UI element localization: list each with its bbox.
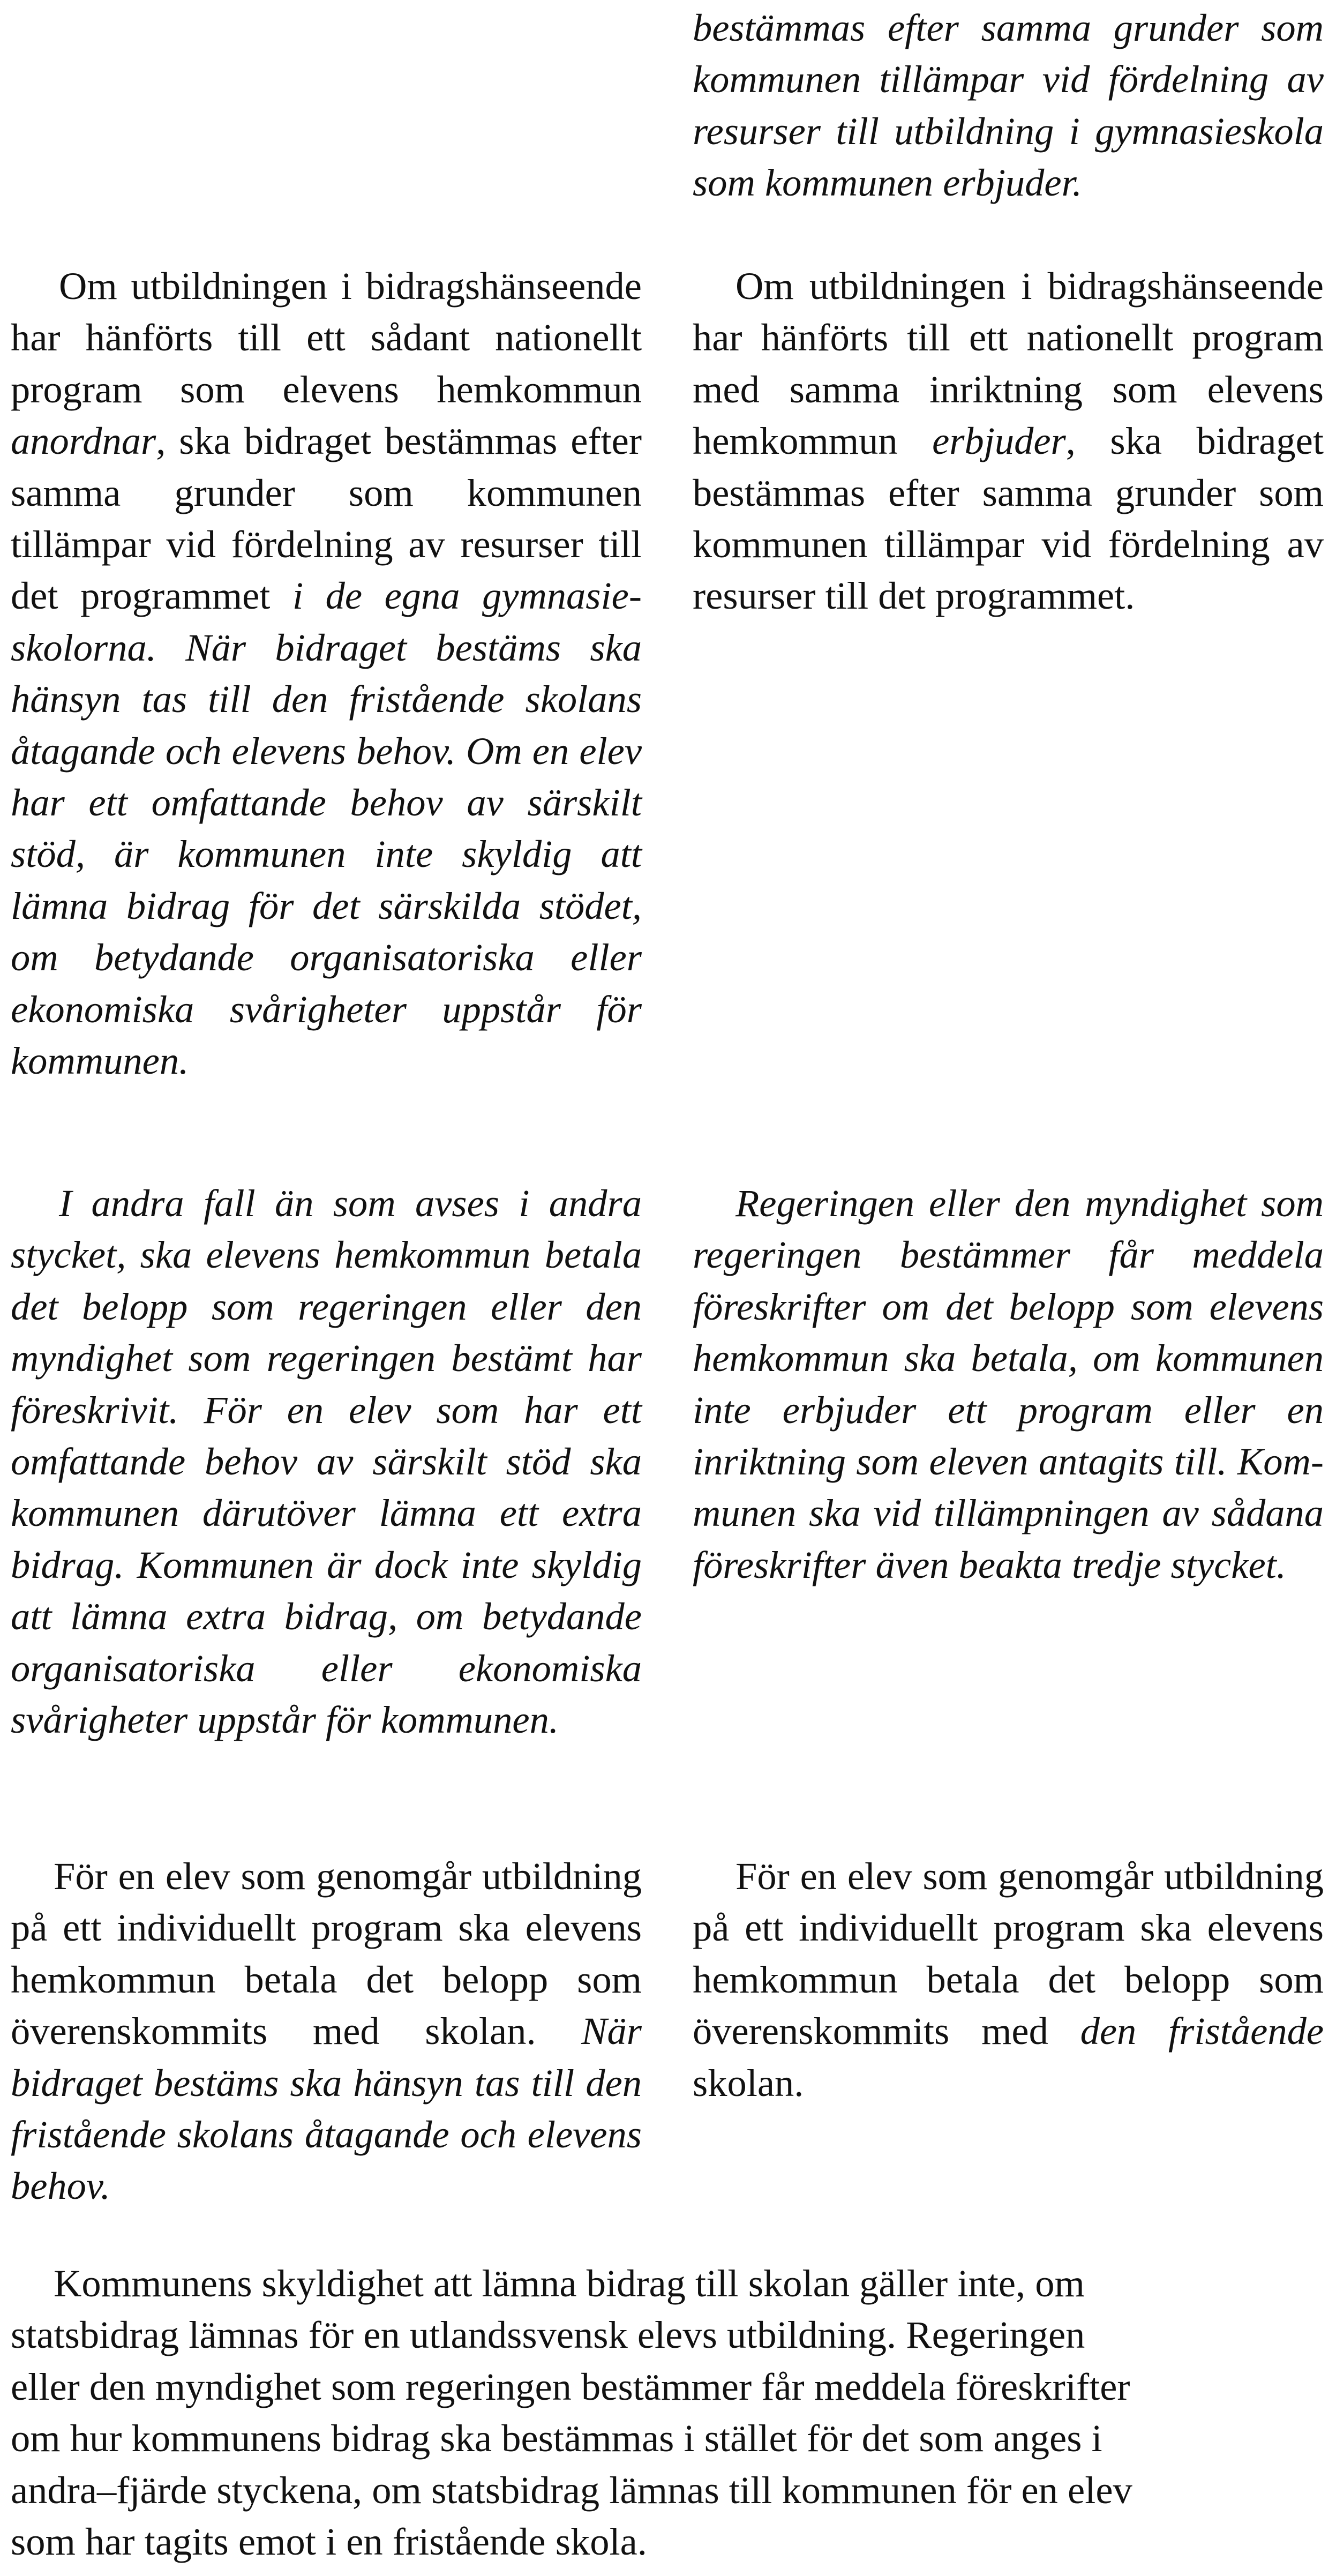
left-paragraph-2: I andra fall än som avses i andra stycket, ska elevens hemkommun betala det belopp som regeringen eller den myndighet som regeringen bestämt har föreskrivit. För en elev som har ett omfattande behov av särskilt stöd ska kommunen därutöver lämna ett extra bidrag. Kommunen är dock inte skyldig att lämna extra bidrag, om betydande organisatoriska eller ekonomiska svårigheter uppstår för kommunen. bbox=[11, 1181, 642, 1742]
left-p1-text-a: Om utbildningen i bidragshänseende har hänförts till ett sådant nationellt program som elevens hemkommun bbox=[11, 264, 642, 411]
left-p3-text-b: När bidraget bestäms ska hänsyn tas till den fristående skolans åtagande och elevens behov. bbox=[11, 2009, 642, 2208]
right-p3-text-b: den fristående bbox=[1080, 2009, 1324, 2053]
right-p1-text-b: erbjuder bbox=[932, 419, 1066, 463]
right-paragraph-1 bbox=[693, 260, 1324, 622]
left-p1-text-c: , ska bidraget bestämmas efter samma grunder som kommunen tillämpar vid fördelning av resurser till det programmet bbox=[11, 419, 642, 618]
left-p3-text-a: För en elev som genomgår utbildning på ett individuellt program ska elevens hemkommun betala det belopp som överenskommits med skolan. bbox=[11, 1854, 642, 2053]
left-p1-text-d: i de egna gymnasieskolorna. När bidraget bestäms ska hänsyn tas till den fristående skolans åtagande och elevens behov. Om en elev har ett omfattande behov av särskilt stöd, är kommunen inte skyldig att lämna bidrag för det särskilda stödet, om betydande organisatoriska eller ekonomiska svårigheter uppstår för kommunen. bbox=[11, 574, 642, 1083]
footer-line-3: eller den myndighet som regeringen bestämmer får meddela föreskrifter bbox=[11, 2364, 1130, 2408]
right-paragraph-3 bbox=[693, 1851, 1324, 2109]
left-paragraph-1 bbox=[11, 260, 642, 1087]
right-p3-text-a: För en elev som genomgår utbildning på ett individuellt program ska elevens hemkommun betala det belopp som överenskommits med bbox=[693, 1854, 1324, 2053]
left-p1-text-b: anordnar bbox=[11, 419, 156, 463]
right-paragraph-2: Regeringen eller den myndighet som regeringen bestämmer får meddela föreskrifter om det belopp som elevens hemkommun ska betala, om kommunen inte erbjuder ett program eller en inriktning som eleven antagits till. Kommunen ska vid tillämpningen av sådana föreskrifter även beakta tredje stycket. bbox=[693, 1181, 1324, 1586]
footer-line-2: statsbidrag lämnas för en utlandssvensk elevs utbildning. Regeringen bbox=[11, 2313, 1085, 2357]
right-p1-text-c: , ska bidraget bestämmas efter samma grunder som kommunen tillämpar vid fördelning av resurser till det programmet. bbox=[693, 419, 1324, 618]
footer-line-5: andra–fjärde styckena, om statsbidrag lämnas till kommunen för en elev bbox=[11, 2468, 1132, 2512]
left-paragraph-3 bbox=[11, 1851, 642, 2212]
footer-paragraph bbox=[11, 2258, 1302, 2567]
footer-line-4: om hur kommunens bidrag ska bestämmas i stället för det som anges i bbox=[11, 2416, 1102, 2460]
right-p1-text-a: Om utbildningen i bidragshänseende har hänförts till ett nationellt program med samma inriktning som elevens hemkommun bbox=[693, 264, 1324, 463]
right-p3-text-c: skolan. bbox=[693, 2061, 804, 2105]
footer-line-6: som har tagits emot i en fristående skola. bbox=[11, 2520, 647, 2564]
footer-line-1: Kommunens skyldighet att lämna bidrag till skolan gäller inte, om bbox=[54, 2262, 1085, 2305]
right-continuation-paragraph: bestämmas efter samma grunder som kommunen tillämpar vid fördelning av resurser till utbildning i gymnasieskola som kommunen erbjuder. bbox=[693, 6, 1324, 205]
